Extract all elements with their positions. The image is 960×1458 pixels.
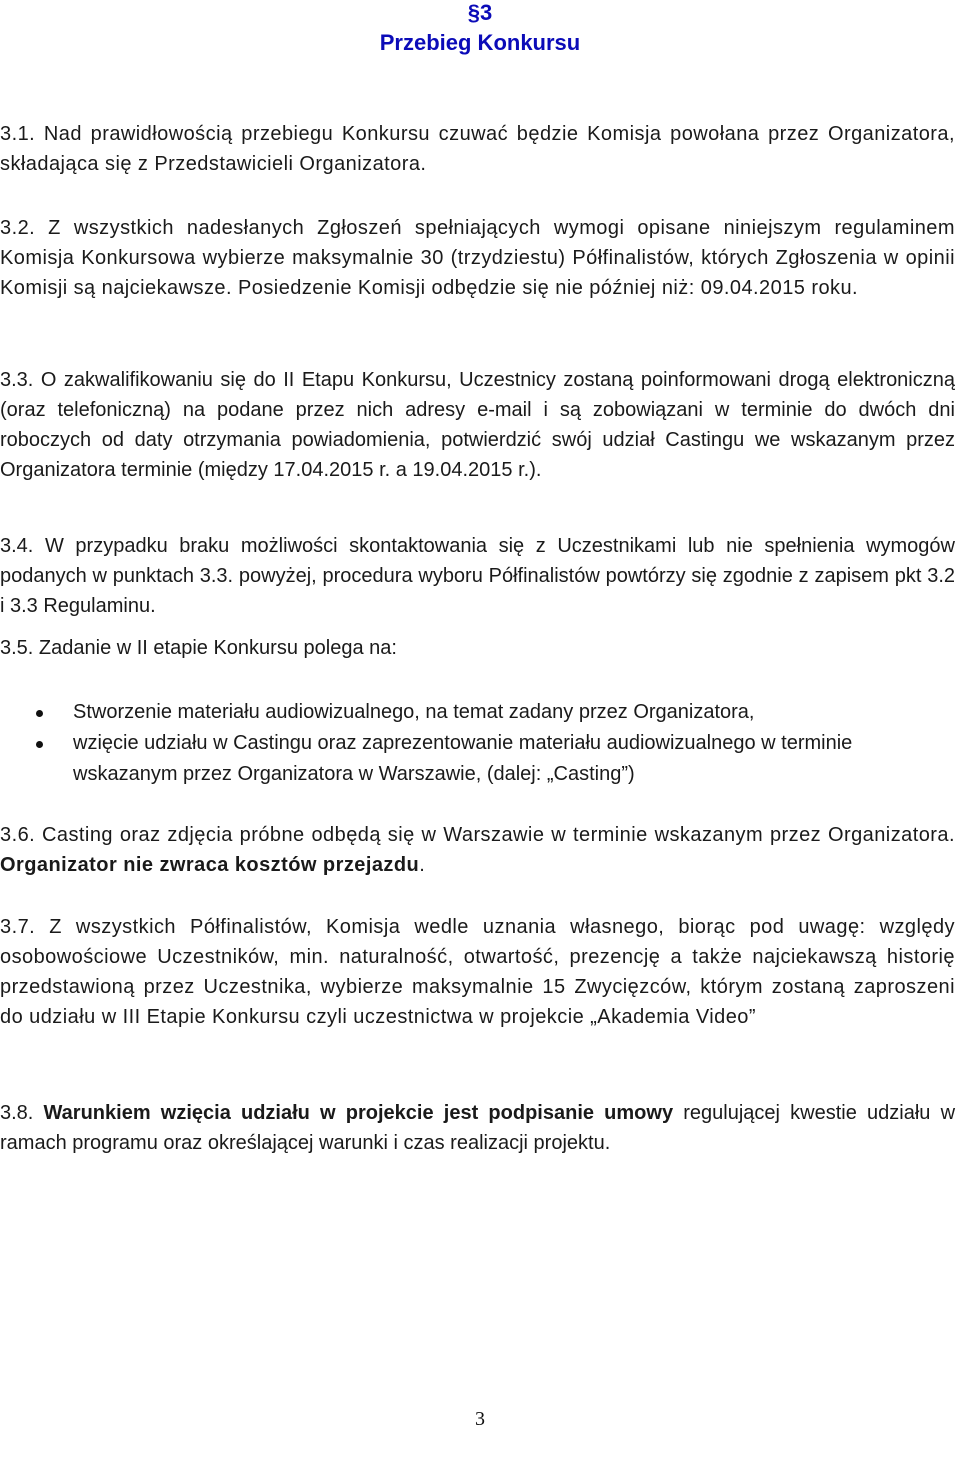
paragraph-3-5: 3.5. Zadanie w II etapie Konkursu polega na: [0,637,397,659]
paragraph-3-8-rest: regulującej kwestie udziału w ramach programu oraz określającej warunki i czas realizacji projektu. [0,1102,956,1154]
paragraph-3-6-bold: Organizator nie zwraca kosztów przejazdu [0,854,420,876]
section-title: Przebieg Konkursu [379,30,581,55]
paragraph-3-2: 3.2. Z wszystkich nadesłanych Zgłoszeń spełniających wymogi opisane niniejszym regulaminem Komisja Konkursowa wybierze maksymalnie 30 (trzydziestu) Półfinalistów, których Zgłoszenia w opinii Komisji są najciekawsze. Posiedzenie Komisji odbędzie się nie później niż: 09.04.2015 roku. [0,217,955,299]
paragraph-3-7: 3.7. Z wszystkich Półfinalistów, Komisja wedle uznania własnego, biorąc pod uwagę: względy osobowościowe Uczestników, min. naturalność, otwartość, prezencję a także najciekawszą historię przedstawioną przez Uczestnika, wybierze maksymalnie 15 Zwycięzców, którym zostaną zaproszeni do udziału w III Etapie Konkursu czyli uczestnictwa w projekcie „Akademia Video” [0,916,955,1028]
paragraph-3-6-end: . [419,854,426,876]
list-item-text: Stworzenie materiału audiowizualnego, na temat zadany przez Organizatora, [73,701,755,723]
paragraph-3-1: 3.1. Nad prawidłowością przebiegu Konkursu czuwać będzie Komisja powołana przez Organizatora, składająca się z Przedstawicieli Organizatora. [0,123,955,175]
page-number: 3 [475,1408,485,1430]
bullet-icon [36,710,43,717]
paragraph-3-6 [0,820,955,880]
list-item [0,728,955,790]
task-bullet-list [0,697,955,790]
paragraph-3-3: 3.3. O zakwalifikowaniu się do II Etapu Konkursu, Uczestnicy zostaną poinformowani drogą elektroniczną (oraz telefoniczną) na podane przez nich adresy e-mail i są zobowiązani w terminie do dwóch dni roboczych od daty otrzymania powiadomienia, potwierdzić swój udział Castingu we wskazanym przez Organizatora terminie (między 17.04.2015 r. a 19.04.2015 r.). [0,369,955,481]
paragraph-3-6-text: 3.6. Casting oraz zdjęcia próbne odbędą się w Warszawie w terminie wskazanym przez Organizatora. [0,824,955,846]
list-item [0,697,955,728]
list-item-text: wzięcie udziału w Castingu oraz zaprezentowanie materiału audiowizualnego w terminie wskazanym przez Organizatora w Warszawie, (dalej: „Casting”) [73,732,853,785]
paragraph-3-8-number: 3.8. [0,1102,34,1124]
paragraph-3-8-bold-1: Warunkiem wzięcia udziału w projekcie [43,1102,434,1124]
bullet-icon [36,741,43,748]
section-number: §3 [467,0,493,25]
paragraph-3-4: 3.4. W przypadku braku możliwości skontaktowania się z Uczestnikami lub nie spełnienia wymogów podanych w punktach 3.3. powyżej, procedura wyboru Półfinalistów powtórzy się zgodnie z zapisem pkt 3.2 i 3.3 Regulaminu. [0,535,955,617]
paragraph-3-8-bold-2: jest podpisanie umowy [443,1102,674,1124]
paragraph-3-8 [0,1098,955,1158]
